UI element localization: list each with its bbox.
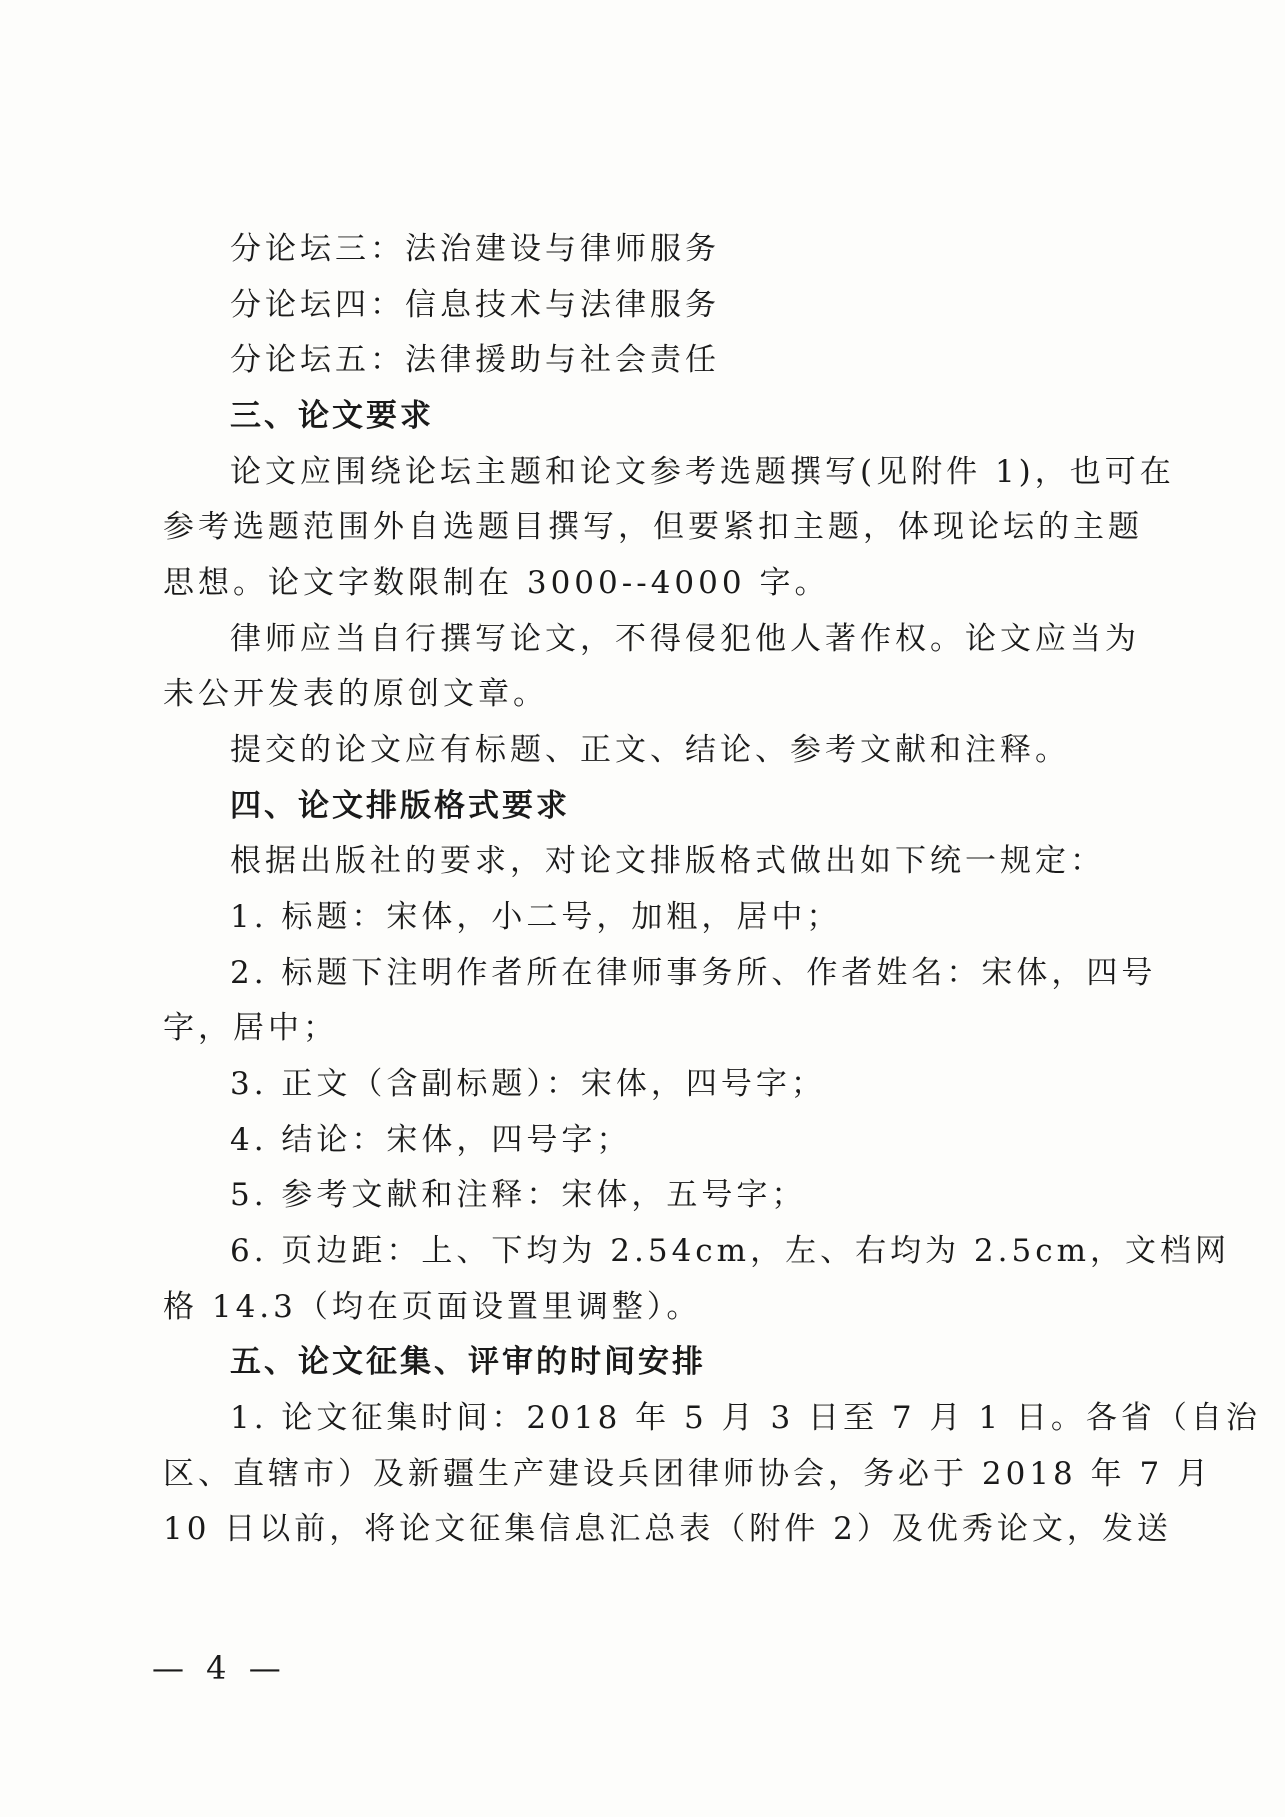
paragraph-line: 论文应围绕论坛主题和论文参考选题撰写(见附件 1)，也可在 xyxy=(230,454,1175,490)
list-item: 4. 结论：宋体，四号字； xyxy=(230,1122,632,1158)
paragraph-line: 未公开发表的原创文章。 xyxy=(163,676,548,712)
section-heading-format-requirements: 四、论文排版格式要求 xyxy=(230,788,570,824)
paragraph-line: 根据出版社的要求，对论文排版格式做出如下统一规定： xyxy=(230,843,1105,879)
list-item-continuation: 10 日以前，将论文征集信息汇总表（附件 2）及优秀论文，发送 xyxy=(163,1511,1172,1547)
list-item: 3. 正文（含副标题）：宋体，四号字； xyxy=(230,1066,826,1102)
list-item: 2. 标题下注明作者所在律师事务所、作者姓名：宋体，四号 xyxy=(230,955,1157,991)
paragraph-line: 律师应当自行撰写论文，不得侵犯他人著作权。论文应当为 xyxy=(230,621,1140,657)
section-heading-schedule: 五、论文征集、评审的时间安排 xyxy=(230,1344,706,1380)
section-heading-paper-requirements: 三、论文要求 xyxy=(230,398,434,434)
list-item: 1. 论文征集时间：2018 年 5 月 3 日至 7 月 1 日。各省（自治 xyxy=(230,1400,1261,1436)
list-item: 1. 标题：宋体，小二号，加粗，居中； xyxy=(230,899,842,935)
list-item-continuation: 格 14.3（均在页面设置里调整）。 xyxy=(163,1289,702,1325)
list-item: 5. 参考文献和注释：宋体，五号字； xyxy=(230,1177,807,1213)
forum-three-line: 分论坛三：法治建设与律师服务 xyxy=(230,231,720,267)
forum-four-line: 分论坛四：信息技术与法律服务 xyxy=(230,287,720,323)
forum-five-line: 分论坛五：法律援助与社会责任 xyxy=(230,342,720,378)
list-item: 6. 页边距：上、下均为 2.54cm，左、右均为 2.5cm，文档网 xyxy=(230,1233,1230,1269)
list-item-continuation: 区、直辖市）及新疆生产建设兵团律师协会，务必于 2018 年 7 月 xyxy=(163,1456,1213,1492)
page-number: — 4 — xyxy=(152,1649,287,1687)
paragraph-line: 提交的论文应有标题、正文、结论、参考文献和注释。 xyxy=(230,732,1070,768)
paragraph-line: 思想。论文字数限制在 3000--4000 字。 xyxy=(163,565,830,601)
list-item-continuation: 字，居中； xyxy=(163,1010,338,1046)
paragraph-line: 参考选题范围外自选题目撰写，但要紧扣主题，体现论坛的主题 xyxy=(163,509,1143,545)
